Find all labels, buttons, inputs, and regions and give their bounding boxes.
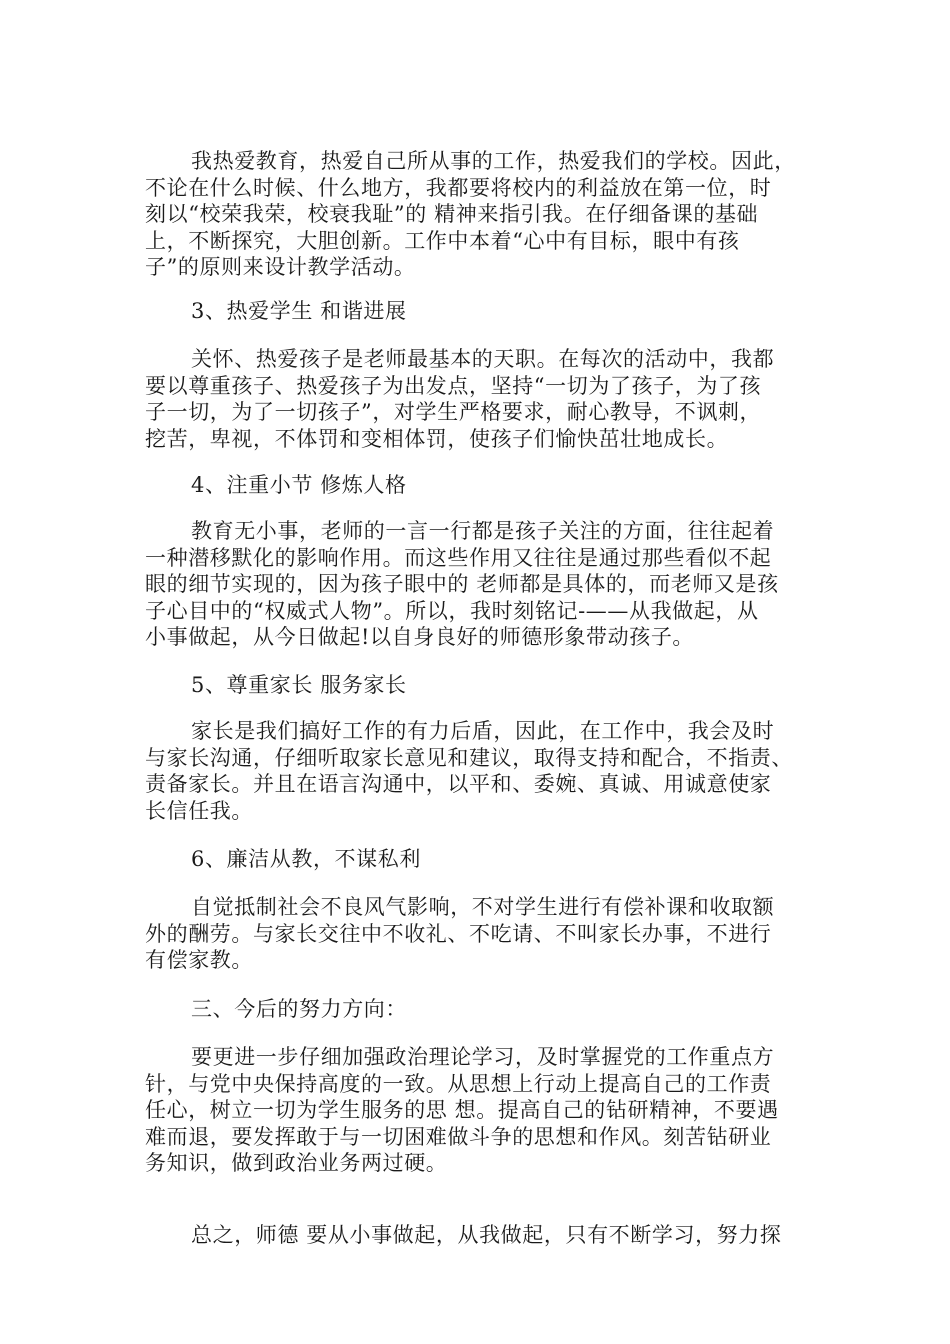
body-paragraph [145,518,835,651]
paragraph-line: 不论在什么时候、什么地方，我都要将校内的利益放在第一位，时 [145,175,772,200]
paragraph-line: 刻以“校荣我荣，校衰我耻”的 精神来指引我。在仔细备课的基础 [145,202,759,226]
paragraph-line: 针，与党中央保持高度的一致。从思想上行动上提高自己的工作责 [145,1071,772,1096]
paragraph-line: 教育无小事，老师的一言一行都是孩子关注的方面，往往起着 [191,519,775,543]
paragraph-line: 挖苦，卑视，不体罚和变相体罚，使孩子们愉快茁壮地成长。 [145,426,729,451]
section-heading [145,846,835,873]
paragraph-line: 难而退，要发挥敢于与一切困难做斗争的思想和作风。刻苦钻研业 [145,1124,772,1149]
section-heading [145,298,835,325]
paragraph-line: 要以尊重孩子、热爱孩子为出发点，坚持“一切为了孩子，为了孩 [145,373,762,398]
paragraph-line: 眼的细节实现的，因为孩子眼中的 老师都是具体的，而老师又是孩 [145,572,779,596]
body-paragraph [145,148,835,281]
heading-text: 6、廉洁从教，不谋私利 [191,847,421,871]
paragraph-line: 总之，师德 要从小事做起，从我做起，只有不断学习，努力探 [191,1223,782,1247]
paragraph-line: 自觉抵制社会不良风气影响，不对学生进行有偿补课和收取额 [191,895,775,919]
paragraph-line: 家长是我们搞好工作的有力后盾，因此，在工作中，我会及时 [191,719,775,743]
paragraph-line: 与家长沟通，仔细听取家长意见和建议，取得支持和配合，不指责、 [145,745,793,770]
paragraph-line: 子一切，为了一切孩子”，对学生严格要求，耐心教导，不讽刺， [145,400,762,424]
paragraph-line: 关怀、热爱孩子是老师最基本的天职。在每次的活动中，我都 [191,347,775,371]
paragraph-line: 责备家长。并且在语言沟通中，以平和、委婉、真诚、用诚意使家 [145,772,772,796]
paragraph-line: 我热爱教育，热爱自己所从事的工作，热爱我们的学校。因此， [191,149,796,173]
body-paragraph [145,718,835,824]
heading-text: 三、今后的努力方向： [191,997,407,1021]
heading-text: 3、热爱学生 和谐进展 [191,299,407,323]
paragraph-line: 上，不断探究，大胆创新。工作中本着“心中有目标，眼中有孩 [145,228,740,253]
paragraph-line: 小事做起，从今日做起!以自身良好的师德形象带动孩子。 [145,625,695,649]
paragraph-line: 任心，树立一切为学生服务的思 想。提高自己的钻研精神，不要遇 [145,1098,779,1122]
paragraph-line: 要更进一步仔细加强政治理论学习，及时掌握党的工作重点方 [191,1045,775,1069]
body-paragraph [145,346,835,452]
paragraph-line: 外的酬劳。与家长交往中不收礼、不吃请、不叫家长办事，不进行 [145,921,772,946]
paragraph-line: 子”的原则来设计教学活动。 [145,255,416,279]
paragraph-line: 有偿家教。 [145,948,253,972]
paragraph-line: 长信任我。 [145,798,253,823]
body-paragraph [145,1222,835,1249]
paragraph-line: 一种潜移默化的影响作用。而这些作用又往往是通过那些看似不起 [145,545,772,570]
section-heading [145,672,835,699]
body-paragraph [145,1044,835,1177]
heading-text: 5、尊重家长 服务家长 [191,673,407,697]
heading-text: 4、注重小节 修炼人格 [191,473,407,497]
paragraph-line: 务知识，做到政治业务两过硬。 [145,1151,448,1175]
body-paragraph [145,894,835,974]
section-heading [145,996,835,1023]
paragraph-line: 子心目中的“权威式人物”。所以，我时刻铭记-——从我做起，从 [145,598,759,623]
section-heading [145,472,835,499]
